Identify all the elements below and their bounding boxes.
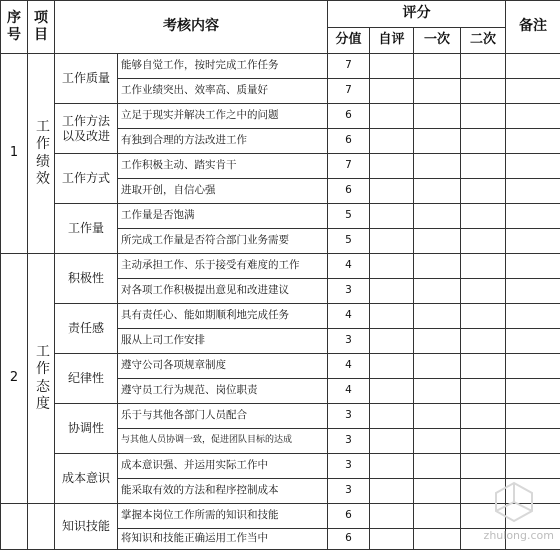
- group-no: 2: [1, 254, 28, 504]
- criterion: 具有责任心、能如期顺利地完成任务: [118, 304, 328, 329]
- self-score-cell[interactable]: [370, 529, 414, 550]
- points: 4: [328, 304, 370, 329]
- table-row: [1, 404, 560, 429]
- first-score-cell[interactable]: [414, 104, 461, 129]
- self-score-cell[interactable]: [370, 254, 414, 279]
- first-score-cell[interactable]: [414, 204, 461, 229]
- criterion: 遵守公司各项规章制度: [118, 354, 328, 379]
- group-no: 1: [1, 54, 28, 254]
- remark-cell[interactable]: [506, 179, 560, 204]
- remark-cell[interactable]: [506, 304, 560, 329]
- sub-item: 工作方式: [55, 154, 118, 204]
- self-score-cell[interactable]: [370, 229, 414, 254]
- criterion: 立足于现实并解决工作之中的问题: [118, 104, 328, 129]
- self-score-cell[interactable]: [370, 304, 414, 329]
- self-score-cell[interactable]: [370, 279, 414, 304]
- criterion: 所完成工作量是否符合部门业务需要: [118, 229, 328, 254]
- group-item: 工作绩效: [28, 54, 55, 254]
- header-seq: 序号: [1, 1, 28, 54]
- points: 4: [328, 254, 370, 279]
- self-score-cell[interactable]: [370, 429, 414, 454]
- second-score-cell[interactable]: [461, 304, 506, 329]
- header-score-group: 评分: [328, 1, 506, 28]
- table-row: [1, 154, 560, 179]
- second-score-cell[interactable]: [461, 79, 506, 104]
- points: 7: [328, 79, 370, 104]
- first-score-cell[interactable]: [414, 129, 461, 154]
- second-score-cell[interactable]: [461, 204, 506, 229]
- criterion: 有独到合理的方法改进工作: [118, 129, 328, 154]
- second-score-cell[interactable]: [461, 129, 506, 154]
- points: 3: [328, 329, 370, 354]
- remark-cell[interactable]: [506, 379, 560, 404]
- remark-cell[interactable]: [506, 429, 560, 454]
- header-first: 一次: [414, 28, 461, 54]
- self-score-cell[interactable]: [370, 204, 414, 229]
- group-no: [1, 504, 28, 550]
- second-score-cell[interactable]: [461, 254, 506, 279]
- criterion: 成本意识强、并运用实际工作中: [118, 454, 328, 479]
- points: 6: [328, 529, 370, 550]
- remark-cell[interactable]: [506, 404, 560, 429]
- table-row: [1, 204, 560, 229]
- header-item: 项目: [28, 1, 55, 54]
- table-row: [1, 104, 560, 129]
- first-score-cell[interactable]: [414, 254, 461, 279]
- criterion: 服从上司工作安排: [118, 329, 328, 354]
- first-score-cell[interactable]: [414, 429, 461, 454]
- remark-cell[interactable]: [506, 154, 560, 179]
- remark-cell[interactable]: [506, 254, 560, 279]
- sub-item: 工作方法以及改进: [55, 104, 118, 154]
- second-score-cell[interactable]: [461, 229, 506, 254]
- points: 3: [328, 454, 370, 479]
- remark-cell[interactable]: [506, 54, 560, 79]
- watermark: zhulong.com: [484, 529, 554, 542]
- criterion: 掌握本岗位工作所需的知识和技能: [118, 504, 328, 529]
- criterion: 工作业绩突出、效率高、质量好: [118, 79, 328, 104]
- group-item: [28, 504, 55, 550]
- criterion: 将知识和技能正确运用工作当中: [118, 529, 328, 550]
- remark-cell[interactable]: [506, 229, 560, 254]
- sub-item: 成本意识: [55, 454, 118, 504]
- sub-item: 责任感: [55, 304, 118, 354]
- points: 4: [328, 379, 370, 404]
- remark-cell[interactable]: [506, 329, 560, 354]
- second-score-cell[interactable]: [461, 404, 506, 429]
- sub-item: 知识技能: [55, 504, 118, 550]
- table-row: [1, 254, 560, 279]
- criterion: 进取开创，自信心强: [118, 179, 328, 204]
- sub-item: 协调性: [55, 404, 118, 454]
- sub-item: 积极性: [55, 254, 118, 304]
- second-score-cell[interactable]: [461, 379, 506, 404]
- first-score-cell[interactable]: [414, 379, 461, 404]
- second-score-cell[interactable]: [461, 354, 506, 379]
- table-row: [1, 504, 560, 529]
- points: 3: [328, 479, 370, 504]
- remark-cell[interactable]: [506, 104, 560, 129]
- header-points: 分值: [328, 28, 370, 54]
- second-score-cell[interactable]: [461, 154, 506, 179]
- self-score-cell[interactable]: [370, 379, 414, 404]
- points: 5: [328, 204, 370, 229]
- remark-cell[interactable]: [506, 354, 560, 379]
- remark-cell[interactable]: [506, 279, 560, 304]
- first-score-cell[interactable]: [414, 454, 461, 479]
- self-score-cell[interactable]: [370, 104, 414, 129]
- points: 6: [328, 504, 370, 529]
- first-score-cell[interactable]: [414, 479, 461, 504]
- header-content: 考核内容: [55, 1, 328, 54]
- remark-cell[interactable]: [506, 204, 560, 229]
- points: 6: [328, 104, 370, 129]
- first-score-cell[interactable]: [414, 79, 461, 104]
- second-score-cell[interactable]: [461, 279, 506, 304]
- self-score-cell[interactable]: [370, 179, 414, 204]
- points: 3: [328, 279, 370, 304]
- remark-cell[interactable]: [506, 454, 560, 479]
- table-row: [1, 454, 560, 479]
- criterion: 乐于与其他各部门人员配合: [118, 404, 328, 429]
- points: 3: [328, 429, 370, 454]
- first-score-cell[interactable]: [414, 404, 461, 429]
- first-score-cell[interactable]: [414, 504, 461, 529]
- criterion: 对各项工作积极提出意见和改进建议: [118, 279, 328, 304]
- self-score-cell[interactable]: [370, 504, 414, 529]
- group-item: 工作态度: [28, 254, 55, 504]
- criterion: 与其他人员协调一致，促进团队目标的达成: [118, 429, 328, 454]
- first-score-cell[interactable]: [414, 279, 461, 304]
- sub-item: 工作量: [55, 204, 118, 254]
- criterion: 遵守员工行为规范、岗位职责: [118, 379, 328, 404]
- criterion: 能采取有效的方法和程序控制成本: [118, 479, 328, 504]
- points: 7: [328, 154, 370, 179]
- second-score-cell[interactable]: [461, 454, 506, 479]
- first-score-cell[interactable]: [414, 354, 461, 379]
- table-row: [1, 304, 560, 329]
- points: 6: [328, 129, 370, 154]
- self-score-cell[interactable]: [370, 329, 414, 354]
- second-score-cell[interactable]: [461, 104, 506, 129]
- table-row: [1, 354, 560, 379]
- points: 4: [328, 354, 370, 379]
- first-score-cell[interactable]: [414, 329, 461, 354]
- second-score-cell[interactable]: [461, 179, 506, 204]
- points: 7: [328, 54, 370, 79]
- sub-item: 纪律性: [55, 354, 118, 404]
- first-score-cell[interactable]: [414, 154, 461, 179]
- watermark-logo-icon: [492, 480, 536, 524]
- criterion: 主动承担工作、乐于接受有难度的工作: [118, 254, 328, 279]
- second-score-cell[interactable]: [461, 329, 506, 354]
- first-score-cell[interactable]: [414, 179, 461, 204]
- header-second: 二次: [461, 28, 506, 54]
- remark-cell[interactable]: [506, 129, 560, 154]
- second-score-cell[interactable]: [461, 54, 506, 79]
- table-row: [1, 54, 560, 79]
- sub-item: 工作质量: [55, 54, 118, 104]
- first-score-cell[interactable]: [414, 229, 461, 254]
- self-score-cell[interactable]: [370, 54, 414, 79]
- points: 3: [328, 404, 370, 429]
- header-self: 自评: [370, 28, 414, 54]
- self-score-cell[interactable]: [370, 129, 414, 154]
- points: 5: [328, 229, 370, 254]
- second-score-cell[interactable]: [461, 429, 506, 454]
- self-score-cell[interactable]: [370, 404, 414, 429]
- self-score-cell[interactable]: [370, 479, 414, 504]
- self-score-cell[interactable]: [370, 454, 414, 479]
- first-score-cell[interactable]: [414, 304, 461, 329]
- criterion: 能够自觉工作，按时完成工作任务: [118, 54, 328, 79]
- self-score-cell[interactable]: [370, 79, 414, 104]
- points: 6: [328, 179, 370, 204]
- first-score-cell[interactable]: [414, 54, 461, 79]
- self-score-cell[interactable]: [370, 354, 414, 379]
- self-score-cell[interactable]: [370, 154, 414, 179]
- criterion: 工作积极主动、踏实肯干: [118, 154, 328, 179]
- first-score-cell[interactable]: [414, 529, 461, 550]
- criterion: 工作量是否饱满: [118, 204, 328, 229]
- remark-cell[interactable]: [506, 79, 560, 104]
- header-remark: 备注: [506, 1, 560, 54]
